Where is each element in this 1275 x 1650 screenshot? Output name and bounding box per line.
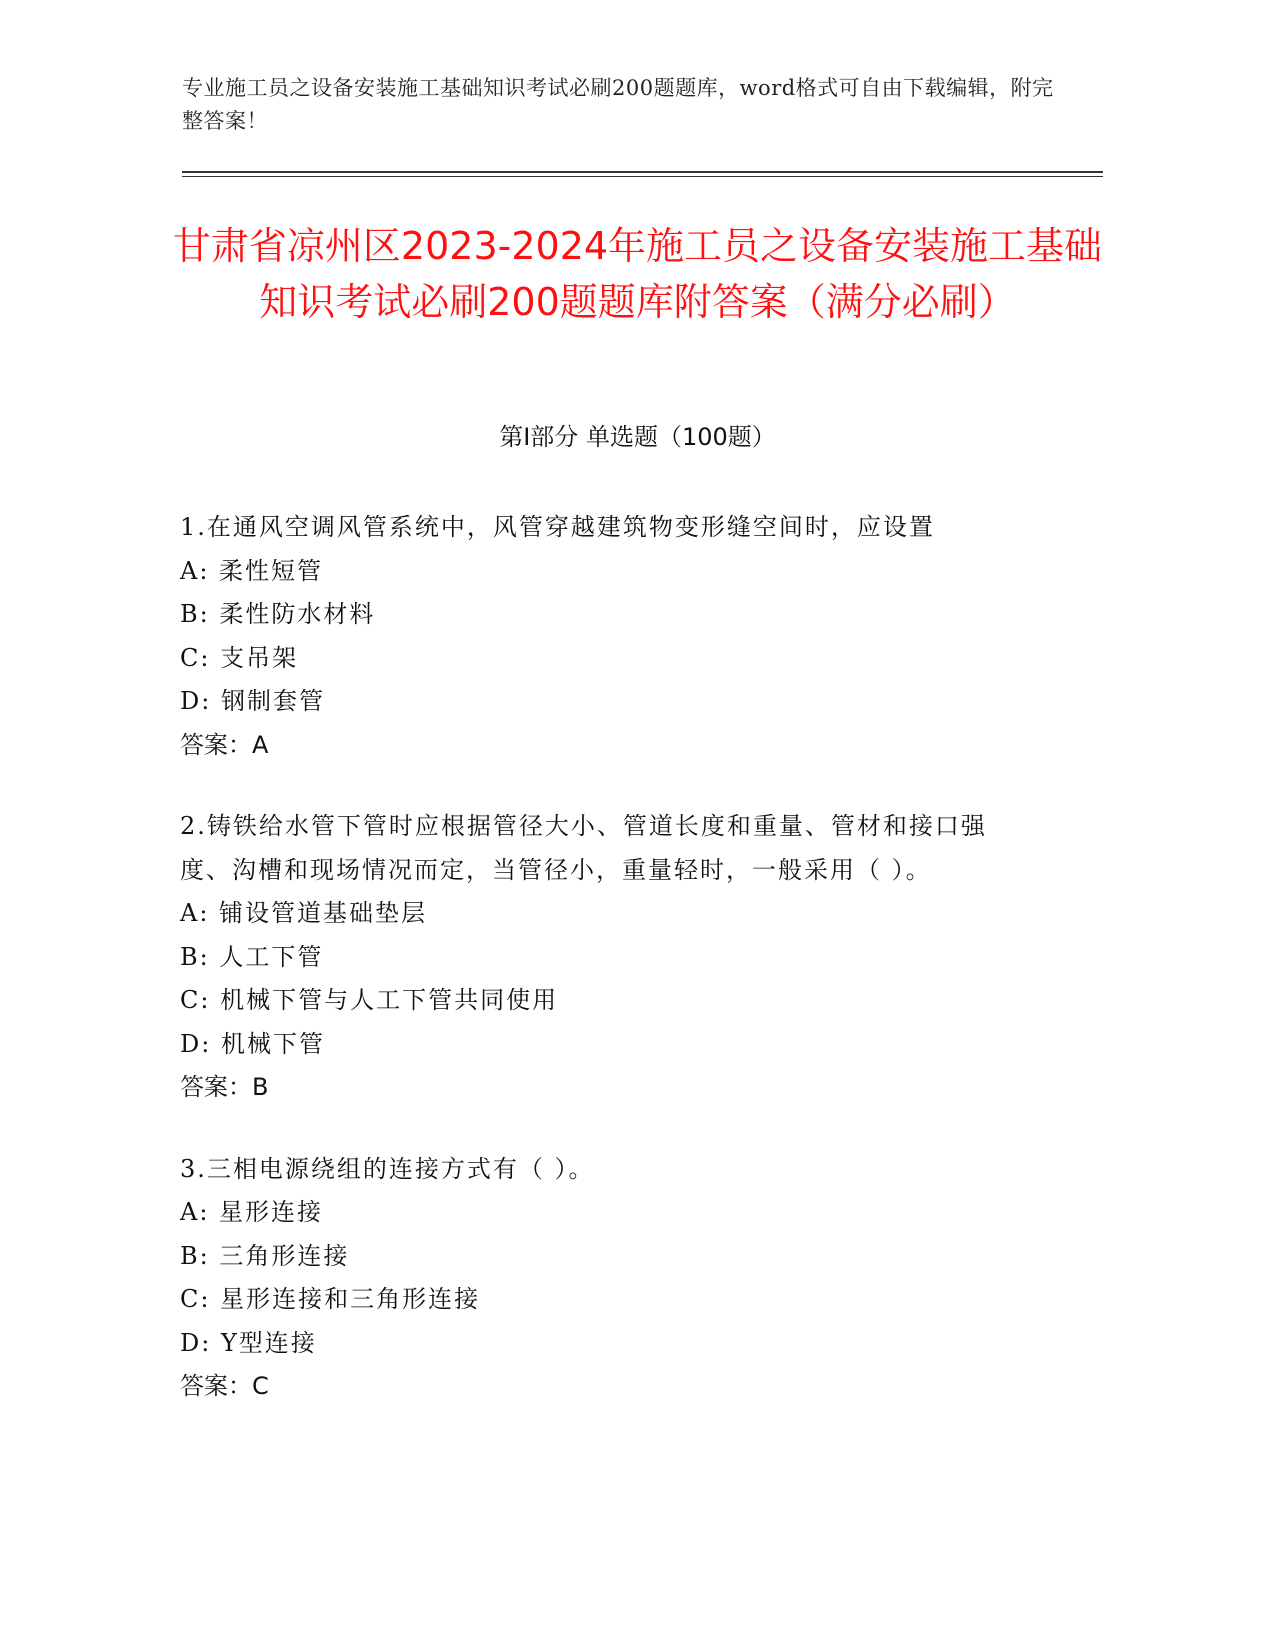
option-c: C: 机械下管与人工下管共同使用 xyxy=(180,986,559,1014)
question-item xyxy=(180,1148,1030,1409)
option-d: D: 钢制套管 xyxy=(180,687,325,715)
option-a: A: 柔性短管 xyxy=(180,556,324,585)
option-a: A: 星形连接 xyxy=(180,1198,324,1226)
question-item xyxy=(180,506,1030,767)
option-d: D: Y型连接 xyxy=(180,1328,317,1357)
answer-line: 答案：A xyxy=(180,730,269,759)
option-b: B: 人工下管 xyxy=(180,942,324,971)
header-rule-thin xyxy=(182,176,1103,177)
option-b: B: 柔性防水材料 xyxy=(180,600,376,628)
answer-line: 答案：C xyxy=(180,1372,269,1400)
option-b: B: 三角形连接 xyxy=(180,1241,350,1270)
header-rule-thick xyxy=(182,171,1103,173)
header-note: 专业施工员之设备安装施工基础知识考试必刷200题题库，word格式可自由下载编辑，附完整答案！ xyxy=(182,76,1054,133)
option-c: C: 星形连接和三角形连接 xyxy=(180,1285,481,1313)
section-heading: 第I部分 单选题（100题） xyxy=(499,423,776,451)
question-item xyxy=(180,805,1030,1110)
answer-line: 答案：B xyxy=(180,1073,269,1101)
document-title: 甘肃省凉州区2023-2024年施工员之设备安装施工基础知识考试必刷200题题库附答案（满分必刷） xyxy=(172,224,1103,324)
option-c: C: 支吊架 xyxy=(180,643,299,672)
question-stem: 2.铸铁给水管下管时应根据管径大小、管道长度和重量、管材和接口强度、沟槽和现场情况而定，当管径小，重量轻时，一般采用（ ）。 xyxy=(180,812,987,884)
question-list xyxy=(180,506,1030,1447)
question-stem: 3.三相电源绕组的连接方式有（ ）。 xyxy=(180,1154,595,1183)
option-d: D: 机械下管 xyxy=(180,1029,325,1058)
option-a: A: 铺设管道基础垫层 xyxy=(180,899,428,927)
question-stem: 1.在通风空调风管系统中，风管穿越建筑物变形缝空间时，应设置 xyxy=(180,513,935,541)
